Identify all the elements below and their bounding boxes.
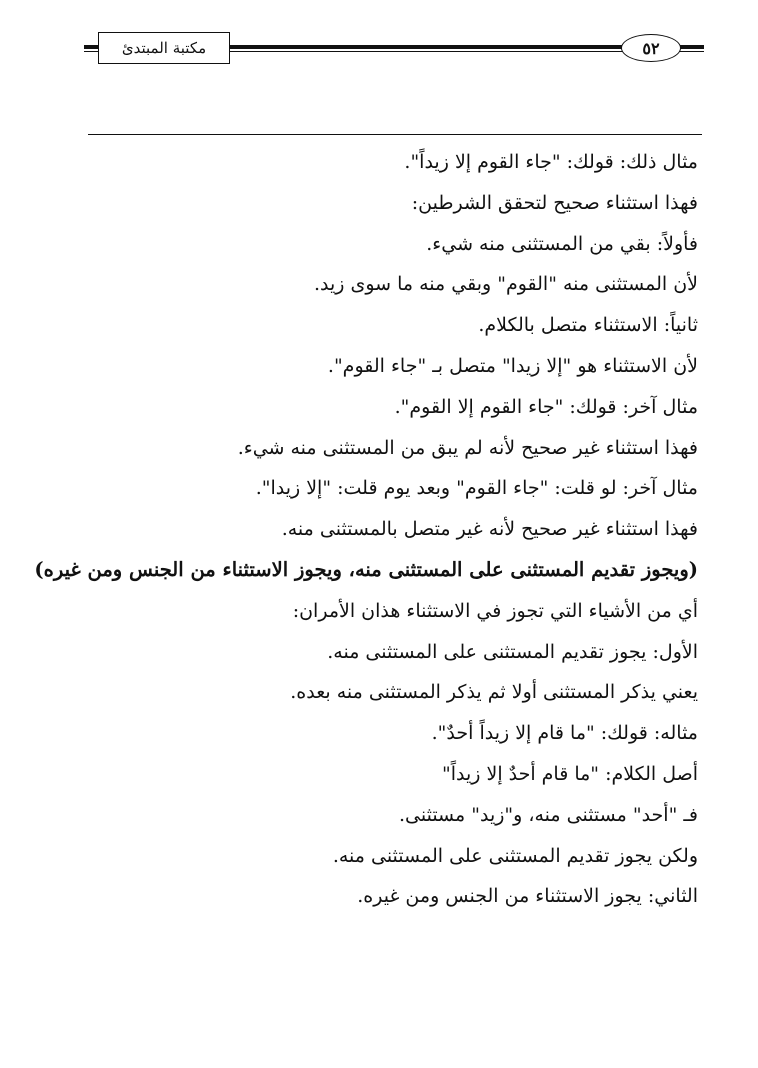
text-line: لأن الاستثناء هو "إلا زيدا" متصل بـ "جاء القوم". <box>327 354 698 377</box>
text-line: فـ "أحد" مستثنى منه، و"زيد" مستثنى. <box>398 803 698 826</box>
text-line: مثاله: قولك: "ما قام إلا زيداً أحدٌ". <box>431 722 698 745</box>
text-line: ثانياً: الاستثناء متصل بالكلام. <box>478 314 698 337</box>
text-line: الأول: يجوز تقديم المستثنى على المستثنى منه. <box>327 640 698 663</box>
text-line: أي من الأشياء التي تجوز في الاستثناء هذان الأمران: <box>292 599 698 622</box>
page-number: ٥٢ <box>621 34 681 62</box>
text-line: مثال آخر: لو قلت: "جاء القوم" وبعد يوم قلت: "إلا زيدا". <box>255 477 698 500</box>
text-line: مثال آخر: قولك: "جاء القوم إلا القوم". <box>394 395 698 418</box>
text-line: أصل الكلام: "ما قام أحدٌ إلا زيداً" <box>441 762 698 785</box>
text-line: فهذا استثناء غير صحيح لأنه لم يبق من المستثنى منه شيء. <box>237 436 698 459</box>
text-line: ولكن يجوز تقديم المستثنى على المستثنى منه. <box>332 844 698 867</box>
text-line: يعني يذكر المستثنى أولا ثم يذكر المستثنى منه بعده. <box>290 681 698 704</box>
text-line: الثاني: يجوز الاستثناء من الجنس ومن غيره. <box>357 885 698 908</box>
text-line: لأن المستثنى منه "القوم" وبقي منه ما سوى زيد. <box>313 273 698 296</box>
text-line: فأولاً: بقي من المستثنى منه شيء. <box>426 232 698 255</box>
page-header <box>84 30 704 66</box>
text-line: فهذا استثناء غير صحيح لأنه غير متصل بالمستثنى منه. <box>281 518 698 541</box>
section-heading: (ويجوز تقديم المستثنى على المستثنى منه، ويجوز الاستثناء من الجنس ومن غيره) <box>34 557 698 581</box>
text-line: فهذا استثناء صحيح لتحقق الشرطين: <box>411 191 698 214</box>
page-body <box>34 142 698 917</box>
text-line: مثال ذلك: قولك: "جاء القوم إلا زيداً". <box>404 151 698 173</box>
publisher-label: مكتبة المبتدئ <box>98 32 230 64</box>
content-divider <box>88 134 702 135</box>
